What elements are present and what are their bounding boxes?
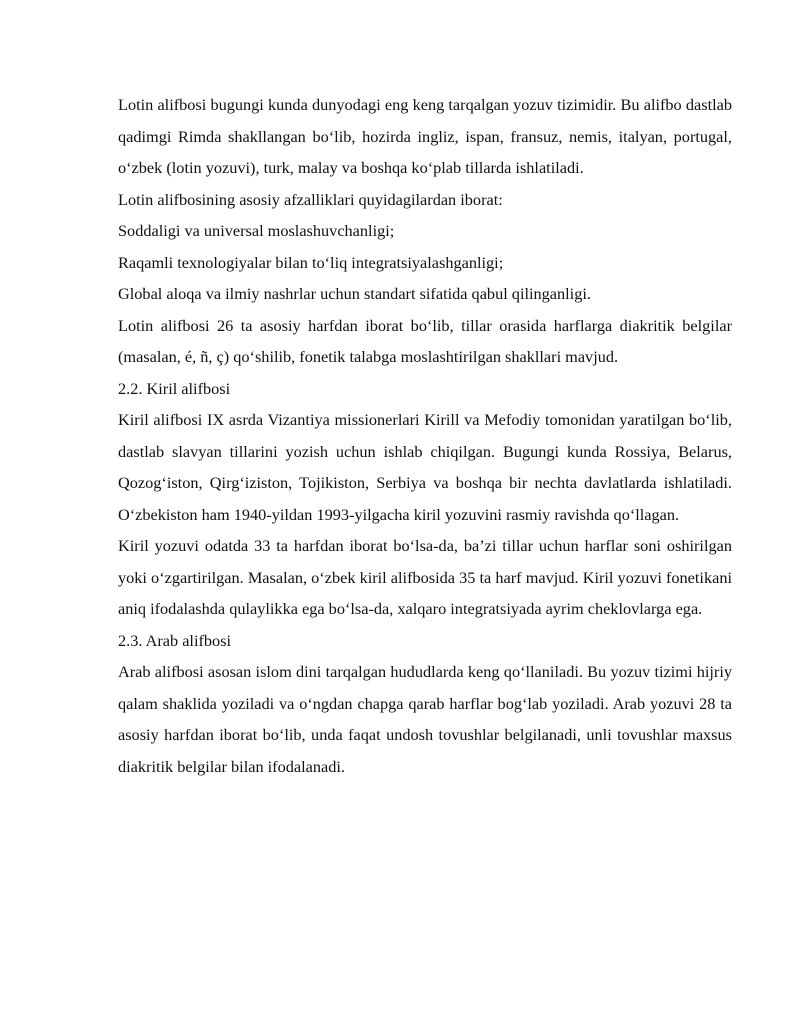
paragraph-cyrillic-letters: Kiril yozuvi odatda 33 ta harfdan iborat bo‘lsa-da, ba’zi tillar uchun harflar soni oshirilgan yoki o‘zgartirilgan. Masalan, o‘zbek kiril alifbosida 35 ta harf mavjud. Kiril yozuvi fonetikani aniq ifodalashda qulaylikka ega bo‘lsa-da, xalqaro integratsiyada ayrim cheklovlarga ega. [118,536,732,618]
paragraph-latin-letters: Lotin alifbosi 26 ta asosiy harfdan iborat bo‘lib, tillar orasida harflarga diakritik belgilar (masalan, é, ñ, ç) qo‘shilib, fonetik talabga moslashtirilgan shakllari mavjud. [118,315,732,366]
list-item-digital-integration: Raqamli texnologiyalar bilan to‘liq integratsiyalashganligi; [118,252,504,272]
document-page [118,89,732,782]
list-item-global-standard: Global aloqa va ilmiy nashrlar uchun standart sifatida qabul qilinganligi. [118,284,591,303]
paragraph-arabic: Arab alifbosi asosan islom dini tarqalgan hududlarda keng qo‘llaniladi. Bu yozuv tizimi hijriy qalam shaklida yoziladi va o‘ngdan chapga qarab harflar bog‘lab yoziladi. Arab yozuvi 28 ta asosiy harfdan iborat bo‘lib, unda faqat undosh tovushlar belgilanadi, unli tovushlar maxsus diakritik belgilar bilan ifodalanadi. [118,662,732,776]
paragraph-latin-intro: Lotin alifbosi bugungi kunda dunyodagi eng keng tarqalgan yozuv tizimidir. Bu alifbo dastlab qadimgi Rimda shakllangan bo‘lib, hozirda ingliz, ispan, fransuz, nemis, italyan, portugal, o‘zbek (lotin yozuvi), turk, malay va boshqa ko‘plab tillarda ishlatiladi. [118,95,732,177]
list-item-simplicity: Soddaligi va universal moslashuvchanligi; [118,221,395,240]
section-heading-cyrillic: 2.2. Kiril alifbosi [118,378,231,398]
section-heading-arabic: 2.3. Arab alifbosi [118,630,232,650]
paragraph-cyrillic-history: Kiril alifbosi IX asrda Vizantiya missionerlari Kirill va Mefodiy tomonidan yaratilgan bo‘lib, dastlab slavyan tillarini yozish uchun ishlab chiqilgan. Bugungi kunda Rossiya, Belarus, Qozog‘iston, Qirg‘iziston, Tojikiston, Serbiya va boshqa bir nechta davlatlarda ishlatiladi. O‘zbekiston ham 1940-yildan 1993-yilgacha kiril yozuvini rasmiy ravishda qo‘llagan. [118,410,732,524]
paragraph-latin-advantages-heading: Lotin alifbosining asosiy afzalliklari quyidagilardan iborat: [118,189,503,209]
